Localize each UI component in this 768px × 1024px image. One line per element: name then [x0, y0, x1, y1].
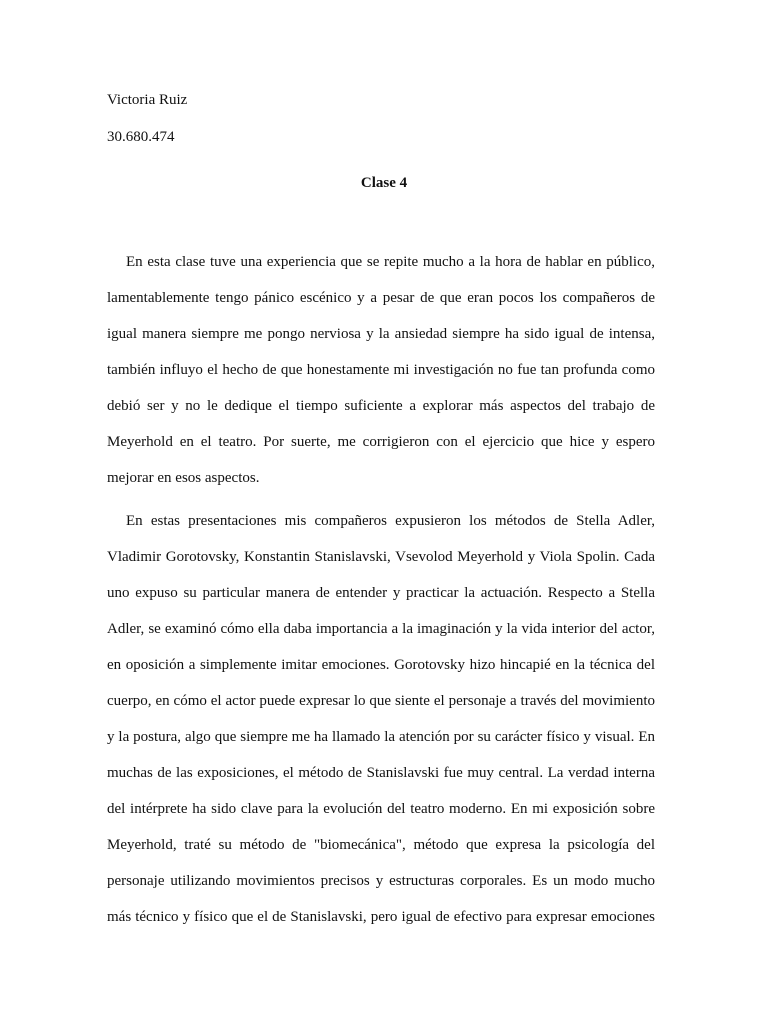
paragraph-line: en oposición a simplemente imitar emociones. Gorotovsky hizo hincapié en la técnica del	[107, 657, 655, 673]
paragraph-line: Meyerhold en el teatro. Por suerte, me corrigieron con el ejercicio que hice y espero	[107, 434, 655, 450]
paragraph-line: cuerpo, en cómo el actor puede expresar lo que siente el personaje a través del movimiento	[107, 693, 655, 709]
paragraph-line: Vladimir Gorotovsky, Konstantin Stanislavski, Vsevolod Meyerhold y Viola Spolin. Cada	[107, 549, 655, 565]
paragraph-2	[107, 509, 655, 941]
paragraph-line: también influyo el hecho de que honestamente mi investigación no fue tan profunda como	[107, 362, 655, 378]
author-name: Victoria Ruiz	[107, 92, 188, 108]
paragraph-line: En estas presentaciones mis compañeros expusieron los métodos de Stella Adler,	[126, 513, 655, 529]
student-id: 30.680.474	[107, 129, 175, 145]
paragraph-line: muchas de las exposiciones, el método de Stanislavski fue muy central. La verdad interna	[107, 765, 655, 781]
paragraph-line: personaje utilizando movimientos precisos y estructuras corporales. Es un modo mucho	[107, 873, 655, 889]
paragraph-line: En esta clase tuve una experiencia que se repite mucho a la hora de hablar en público,	[126, 254, 655, 270]
document-title: Clase 4	[360, 175, 408, 191]
paragraph-line: lamentablemente tengo pánico escénico y a pesar de que eran pocos los compañeros de	[107, 290, 655, 306]
paragraph-line: Meyerhold, traté su método de "biomecánica", método que expresa la psicología del	[107, 837, 655, 853]
paragraph-line: más técnico y físico que el de Stanislavski, pero igual de efectivo para expresar emociones	[107, 909, 655, 925]
paragraph-line: mejorar en esos aspectos.	[107, 470, 260, 486]
paragraph-1	[107, 250, 655, 502]
paragraph-line: y la postura, algo que siempre me ha llamado la atención por su carácter físico y visual. En	[107, 729, 655, 745]
paragraph-line: uno expuso su particular manera de entender y practicar la actuación. Respecto a Stella	[107, 585, 655, 601]
paragraph-line: del intérprete ha sido clave para la evolución del teatro moderno. En mi exposición sobre	[107, 801, 655, 817]
paragraph-line: igual manera siempre me pongo nerviosa y la ansiedad siempre ha sido igual de intensa,	[107, 326, 655, 342]
paragraph-line: debió ser y no le dedique el tiempo suficiente a explorar más aspectos del trabajo de	[107, 398, 655, 414]
paragraph-line: Adler, se examinó cómo ella daba importancia a la imaginación y la vida interior del actor,	[107, 621, 655, 637]
